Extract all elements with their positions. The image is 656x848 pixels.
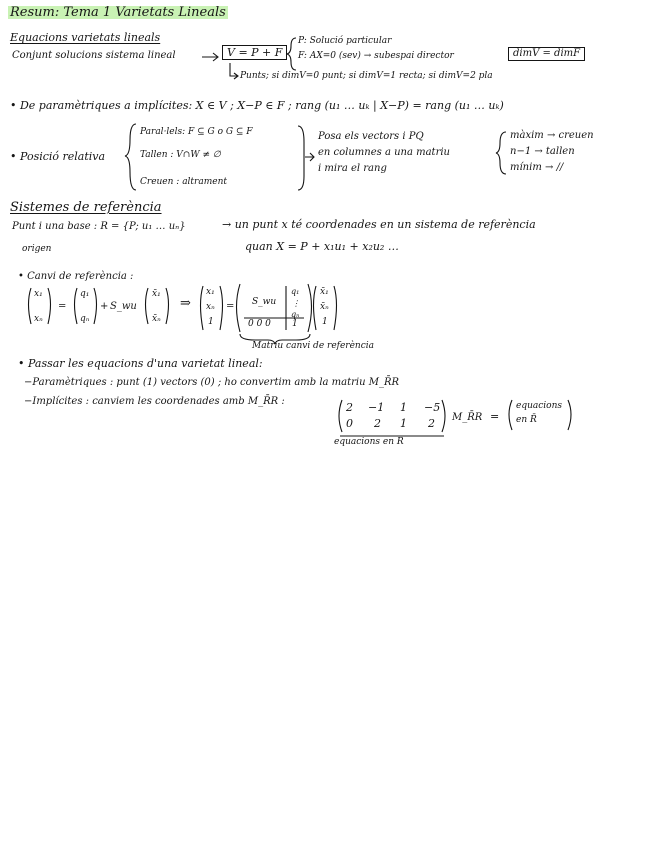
n1-line: n−1 → tallen: [510, 146, 575, 157]
result-line-2: en R̄: [516, 415, 537, 425]
posa-line-1: Posa els vectors i PQ: [318, 131, 424, 142]
conjunt-text: Conjunt solucions sistema lineal: [12, 50, 176, 61]
vec2-one: 1: [208, 317, 214, 327]
p-solucio-line: P: Solució particular: [298, 36, 392, 46]
vec3-w1: x̄₁: [320, 287, 329, 297]
posicio-relativa: • Posició relativa: [10, 150, 106, 163]
mat-r1c1: 2: [346, 401, 353, 414]
punts-line: Punts; si dimV=0 punt; si dimV=1 recta; si dimV=2 pla: [240, 71, 493, 81]
punt-base-line: Punt i una base : R = {P; u₁ … uₙ}: [12, 221, 186, 232]
vec-xn: xₙ: [34, 314, 43, 324]
section-heading-sistemes: Sistemes de referència: [10, 200, 162, 215]
vec-x1: x₁: [34, 289, 43, 299]
quan-line: quan X = P + x₁u₁ + x₂u₂ …: [245, 240, 399, 253]
vec2-xn: xₙ: [206, 302, 215, 312]
vec-wn: x̄ₙ: [152, 314, 161, 324]
page-title: Resum: Tema 1 Varietats Lineals: [10, 5, 226, 20]
vec3-one: 1: [322, 317, 328, 327]
matrix-zeros: 0 0 0: [248, 319, 271, 329]
minim-line: mínim → //: [510, 162, 564, 173]
mat-r1c2: −1: [368, 401, 385, 414]
parametriques-line: −Paramètriques : punt (1) vectors (0) ; ho convertim amb la matriu M_R̄R: [24, 377, 400, 388]
un-punt-line: → un punt x té coordenades en un sistema de referència: [222, 218, 536, 231]
matrix-one: 1: [292, 319, 298, 329]
result-line-1: equacions: [516, 401, 563, 411]
dim-box: dimV = dimF: [508, 47, 585, 61]
creuen-line: Creuen : altrament: [140, 177, 227, 187]
matrix-swu: S_wu: [252, 297, 277, 307]
param-implicit-line: • De paramètriques a implícites: X ∈ V ; X−P ∈ F ; rang (u₁ … uₖ | X−P) = rang (u₁ … uₖ): [10, 99, 504, 112]
matrix-col-qn: qₙ: [291, 310, 300, 319]
mat-r2c2: 2: [374, 417, 381, 430]
section-heading-equacions: Equacions varietats lineals: [10, 31, 161, 44]
maxim-line: màxim → creuen: [510, 130, 594, 141]
matrix-col-q1: q₁: [291, 287, 300, 296]
posa-line-3: i mira el rang: [318, 163, 387, 174]
canvi-referencia: • Canvi de referència :: [18, 271, 134, 282]
vec3-wn: x̄ₙ: [320, 302, 329, 312]
vec-q1: q₁: [80, 289, 90, 299]
posa-line-2: en columnes a una matriu: [318, 147, 450, 158]
mrr-label: M_R̄R: [452, 412, 483, 423]
origen-label: origen: [22, 244, 52, 254]
mat-label: equacions en R: [334, 437, 404, 447]
matrix-col-dots: ⋮: [292, 299, 300, 308]
s-wu-label: S_wu: [110, 301, 137, 312]
v-equals-box: V = P + F: [222, 45, 287, 60]
vec2-x1: x₁: [206, 287, 215, 297]
implicites-line: −Implícites : canviem les coordenades amb M_R̄R :: [24, 396, 285, 407]
tallen-line: Tallen : V∩W ≠ ∅: [140, 150, 221, 160]
mat-r2c1: 0: [346, 417, 353, 430]
f-subespai-line: F: AX=0 (sev) → subespai director: [298, 51, 454, 61]
matrix-label: Matriu canvi de referència: [252, 341, 375, 351]
vec-w1: x̄₁: [152, 289, 161, 299]
passar-line: • Passar les equacions d'una varietat lineal:: [18, 357, 263, 370]
mat-r1c4: −5: [424, 401, 441, 414]
mat-r2c3: 1: [400, 417, 407, 430]
paral-line: Paral·lels: F ⊆ G o G ⊆ F: [140, 127, 253, 137]
mat-r1c3: 1: [400, 401, 407, 414]
implies-arrow: ⇒: [180, 296, 191, 311]
vec-qn: qₙ: [80, 314, 90, 324]
mat-r2c4: 2: [428, 417, 435, 430]
